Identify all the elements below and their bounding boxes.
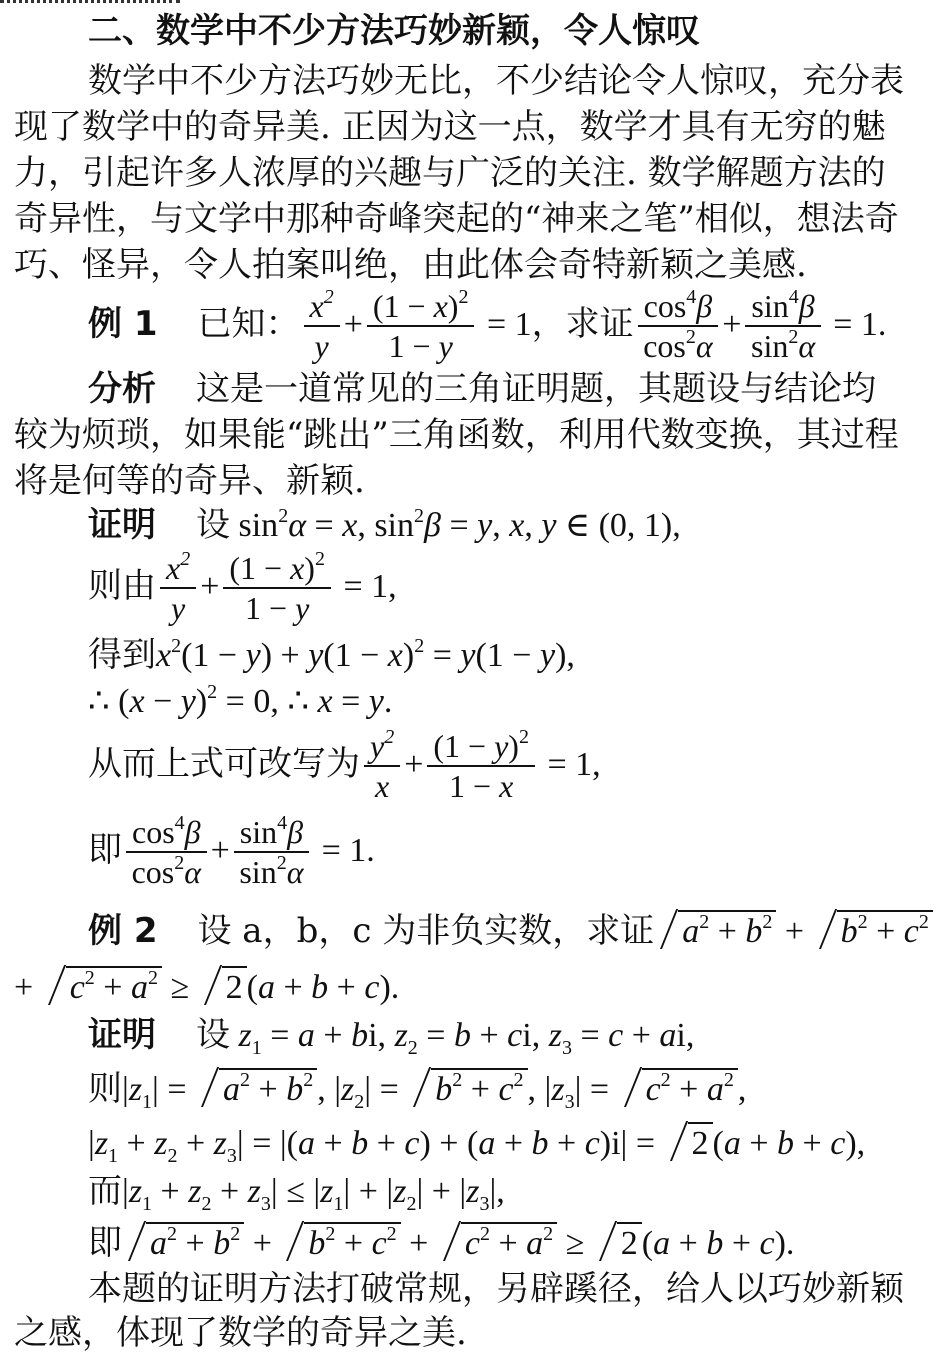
intro-line-4: 奇异性，与文学中那种奇峰突起的“神来之笔”相似，想法奇 — [14, 199, 899, 239]
analysis-line-2: 较为烦琐，如果能“跳出”三角函数，利用代数变换，其过程 — [14, 415, 899, 455]
conclusion-line-2: 之感，体现了数学的奇异之美. — [14, 1313, 467, 1353]
example-1-given: 已知： — [197, 304, 300, 344]
sqrt-expression: $b^2 + c^2$ — [413, 1067, 527, 1113]
example-1-prove: ，求证 — [531, 304, 634, 344]
proof-1-line-2: 则由 $\frac{x^2}{y}$ + $\frac{(1 - x)^2}{1 - y}$ = 1, — [88, 548, 397, 626]
proof-text: 从而上式可改写为 — [88, 744, 360, 784]
proof-1-line-3: 得到$x^2(1 - y) + y(1 - x)^2 = y(1 - y)$, — [88, 635, 575, 675]
sqrt-expression: $a^2 + b^2$ — [128, 1221, 244, 1267]
proof-2-line-2: 则$|z_1| = a^2 + b^2$ , $|z_2| = b^2 + c^2$ , $|z_3| = c^2 + a^2$ , — [88, 1069, 747, 1113]
proof-1-line-6: 即 $\frac{\cos^4\beta}{\cos^2\alpha}$ + $\frac{\sin^4\beta}{\sin^2\alpha}$ = 1. — [88, 812, 375, 890]
proof-text: 而 — [88, 1171, 122, 1211]
section-heading: 二、数学中不少方法巧妙新颖，令人惊叹 — [88, 11, 700, 51]
proof-1-line-4: ∴ $(x - y)^2 = 0$, ∴ x = y. — [88, 681, 393, 720]
proof-text: 则 — [88, 1069, 122, 1109]
formula-fraction: $\frac{\sin^4\beta}{\sin^2\alpha}$ — [234, 813, 309, 891]
example-2-line-1: 例 2 设 a，b，c 为非负实数，求证 $a^2 + b^2 + b^2 + c^2$ — [88, 908, 933, 955]
sqrt-expression: 2 — [670, 1121, 713, 1167]
proof-text: 即 — [88, 1223, 122, 1263]
conclusion-line-1: 本题的证明方法打破常规，另辟蹊径，给人以巧妙新颖 — [88, 1269, 904, 1309]
formula-fraction: $\frac{y^2}{x}$ — [364, 727, 400, 805]
formula-fraction: $\frac{\sin^4\beta}{\sin^2\alpha}$ — [745, 287, 820, 365]
intro-line-3: 力，引起许多人浓厚的兴趣与广泛的关注. 数学解题方法的 — [14, 153, 886, 193]
proof-1-label: 证明 — [88, 505, 156, 545]
sqrt-expression: $b^2 + c^2$ — [286, 1221, 400, 1267]
example-2-line-2: + $c^2 + a^2 \ge 2$ (a + b + c). — [14, 964, 399, 1011]
formula-fraction: $\frac{\cos^4\beta}{\cos^2\alpha}$ — [126, 813, 207, 891]
sqrt-expression: $a^2 + b^2$ — [660, 909, 776, 955]
proof-text: 得到 — [88, 635, 156, 675]
intro-line-5: 巧、怪异，令人拍案叫绝，由此体会奇特新颖之美感. — [14, 245, 807, 285]
proof-2-line-3: $|z_1 + z_2 + z_3| = |(a + b + c) + (a + b + c)i| = 2$ (a + b + c), — [88, 1120, 865, 1167]
sqrt-expression: 2 — [204, 965, 247, 1011]
sqrt-expression: $c^2 + a^2$ — [48, 965, 162, 1011]
sqrt-expression: $c^2 + a^2$ — [624, 1067, 738, 1113]
sqrt-expression: $c^2 + a^2$ — [443, 1221, 557, 1267]
proof-2-label: 证明 — [88, 1015, 156, 1055]
formula-fraction: $\frac{\cos^4\beta}{\cos^2\alpha}$ — [638, 287, 719, 365]
proof-1-line-1: 证明 设 $\sin^2\alpha = x$, $\sin^2\beta = y$, x, y ∈ (0, 1), — [88, 505, 681, 545]
formula-fraction: $\frac{(1 - x)^2}{1 - y}$ — [367, 287, 475, 365]
sqrt-expression: 2 — [599, 1221, 642, 1267]
formula-fraction: $\frac{x^2}{y}$ — [160, 549, 196, 627]
proof-2-line-4: 而$|z_1 + z_2 + z_3| \le |z_1| + |z_2| + |z_3|$, — [88, 1171, 505, 1215]
proof-text: 即 — [88, 830, 122, 870]
example-1-label: 例 1 — [88, 304, 158, 344]
analysis-text: 这是一道常见的三角证明题，其题设与结论均 — [196, 369, 876, 409]
example-1: 例 1 已知： $\frac{x^2}{y}$ + $\frac{(1 - x)^2}{1 - y}$ = 1，求证 $\frac{\cos^4\beta}{\cos^2\alpha}$ + $\frac{\sin^4\beta}{\sin^2\alpha}$ = 1. — [88, 286, 887, 364]
analysis-line-3: 将是何等的奇异、新颖. — [14, 461, 365, 501]
analysis-label: 分析 — [88, 369, 156, 409]
proof-text: 设 — [196, 505, 230, 545]
intro-line-2: 现了数学中的奇异美. 正因为这一点，数学才具有无穷的魅 — [14, 107, 886, 147]
formula-fraction: $\frac{(1 - x)^2}{1 - y}$ — [223, 549, 331, 627]
formula-fraction: $\frac{x^2}{y}$ — [304, 287, 340, 365]
proof-1-line-5: 从而上式可改写为 $\frac{y^2}{x}$ + $\frac{(1 - y)^2}{1 - x}$ = 1, — [88, 726, 601, 804]
formula-fraction: $\frac{(1 - y)^2}{1 - x}$ — [427, 727, 535, 805]
example-2-text: 设 a，b，c 为非负实数，求证 — [197, 911, 655, 951]
sqrt-expression: $b^2 + c^2$ — [819, 909, 933, 955]
proof-2-line-5: 即 $a^2 + b^2 + b^2 + c^2 + c^2 + a^2 \ge 2$ (a + b + c). — [88, 1220, 794, 1267]
sqrt-expression: $a^2 + b^2$ — [201, 1067, 317, 1113]
proof-text: 设 — [196, 1015, 230, 1055]
example-2-label: 例 2 — [88, 911, 158, 951]
proof-text: 则由 — [88, 566, 156, 606]
proof-2-line-1: 证明 设 $z_1 = a$ + bi, $z_2 = b$ + ci, $z_3 = c$ + ai, — [88, 1015, 695, 1059]
intro-line-1: 数学中不少方法巧妙无比，不少结论令人惊叹，充分表 — [88, 61, 904, 101]
analysis-line-1 — [88, 366, 876, 412]
